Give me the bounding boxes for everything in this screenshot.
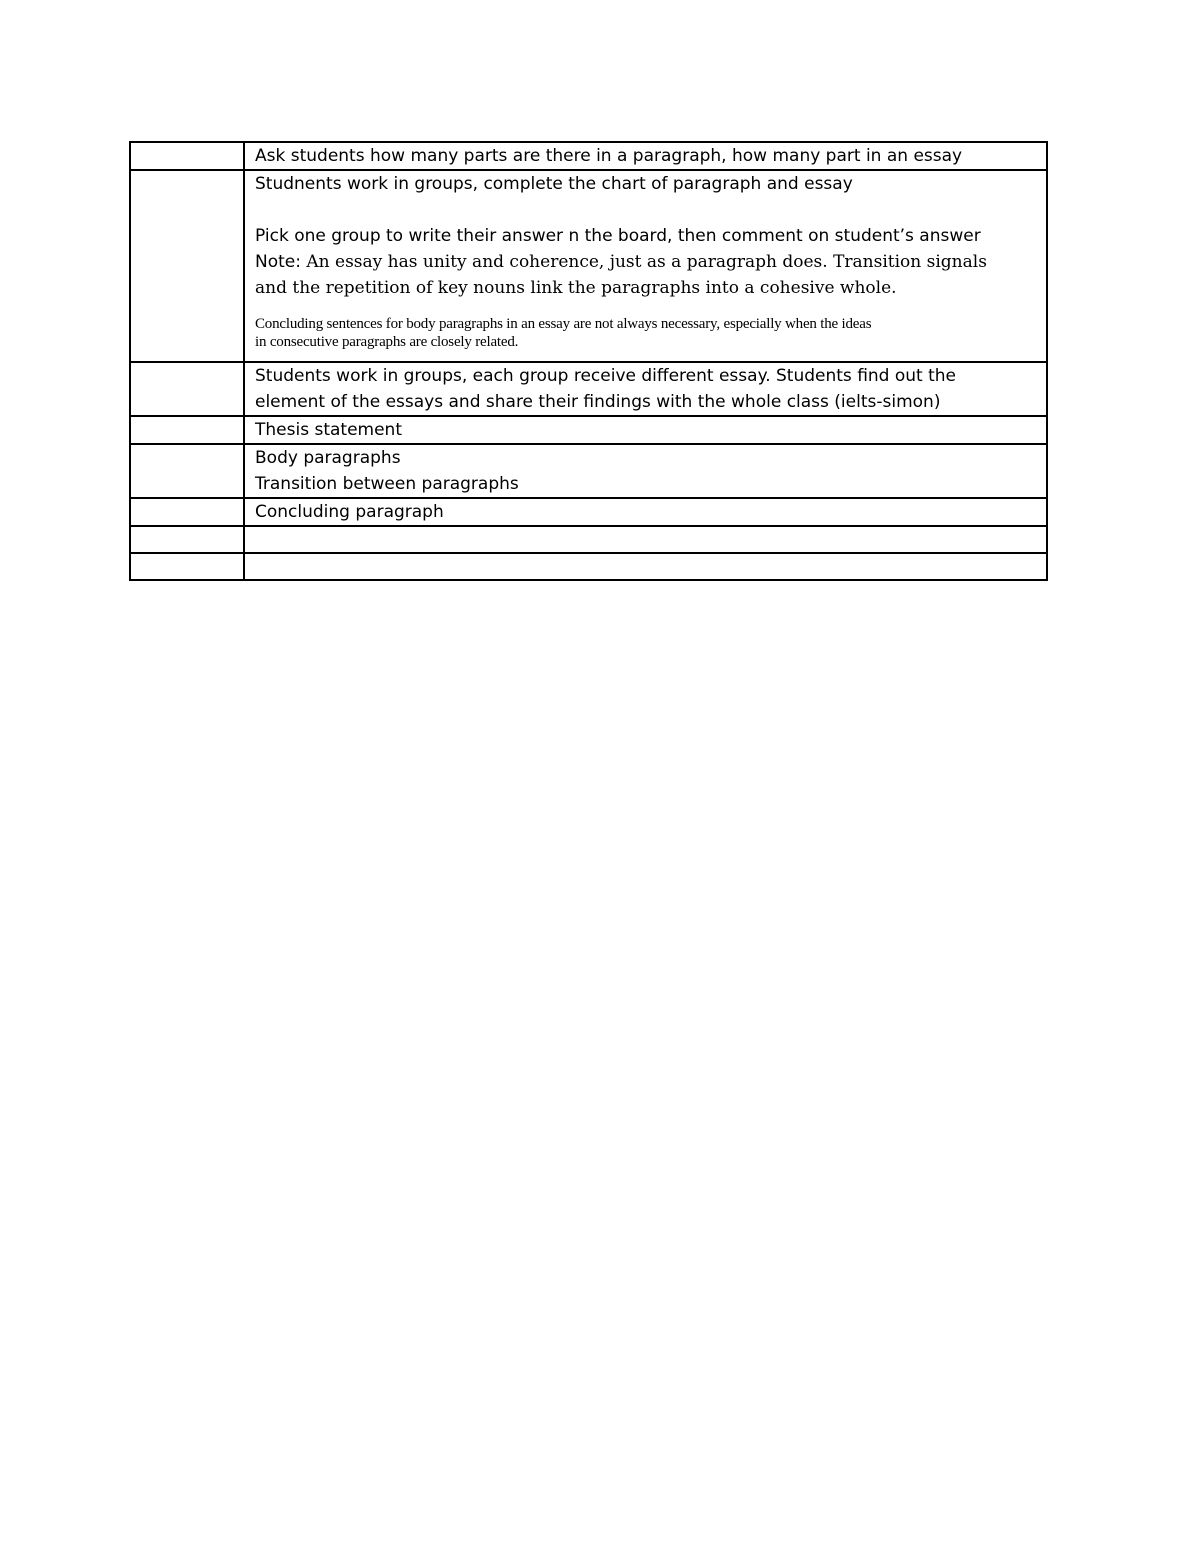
step-cell — [130, 444, 244, 498]
table-row — [130, 142, 1047, 170]
table-row — [130, 416, 1047, 444]
step-cell — [130, 142, 244, 170]
step-cell — [130, 553, 244, 580]
table-row — [130, 362, 1047, 416]
table-row — [130, 498, 1047, 526]
note-text: and the repetition of key nouns link the paragraphs into a cohesive whole. — [255, 278, 897, 298]
table-row — [130, 444, 1047, 498]
activity-text: element of the essays and share their findings with the whole class (ielts-simon) — [255, 392, 941, 412]
activity-text: Pick one group to write their answer n the board, then comment on student’s answer — [255, 226, 981, 246]
step-cell — [130, 526, 244, 553]
activity-cell — [244, 362, 1047, 416]
activity-cell — [244, 444, 1047, 498]
note-label: Note: — [255, 252, 301, 272]
table-row — [130, 170, 1047, 362]
activity-cell — [244, 498, 1047, 526]
activity-cell — [244, 526, 1047, 553]
note-small-text: Concluding sentences for body paragraphs in an essay are not always necessary, especially when the ideas — [255, 316, 872, 332]
activity-text: Ask students how many parts are there in a paragraph, how many part in an essay — [255, 146, 963, 166]
activity-text: Thesis statement — [255, 420, 402, 440]
table-row — [130, 526, 1047, 553]
step-cell — [130, 498, 244, 526]
lesson-plan-table — [129, 141, 1048, 581]
step-cell — [130, 170, 244, 362]
note-line — [255, 249, 1036, 275]
activity-cell — [244, 416, 1047, 444]
step-cell — [130, 416, 244, 444]
activity-text: Body paragraphs — [255, 448, 401, 468]
activity-text: Transition between paragraphs — [255, 474, 519, 494]
activity-text: Studnents work in groups, complete the chart of paragraph and essay — [255, 174, 853, 194]
activity-cell — [244, 553, 1047, 580]
activity-text: Concluding paragraph — [255, 502, 444, 522]
activity-text: Students work in groups, each group receive different essay. Students find out the — [255, 366, 957, 386]
step-cell — [130, 362, 244, 416]
activity-cell — [244, 142, 1047, 170]
table-row — [130, 553, 1047, 580]
activity-cell — [244, 170, 1047, 362]
note-small-text: in consecutive paragraphs are closely related. — [255, 334, 519, 350]
note-text: An essay has unity and coherence, just as a paragraph does. Transition signals — [300, 252, 987, 272]
